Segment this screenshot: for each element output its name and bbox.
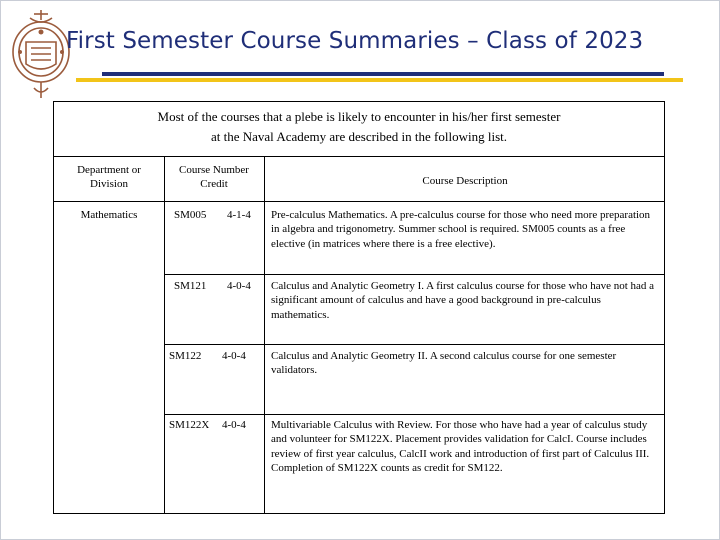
course-credit: 4-0-4 (222, 419, 246, 431)
page-title: First Semester Course Summaries – Class of 2023 (66, 28, 644, 54)
intro-line-1: Most of the courses that a plebe is likely to encounter in his/her first semester (157, 109, 561, 124)
header-course-description: Course Description (422, 175, 508, 187)
course-description: Calculus and Analytic Geometry II. A second calculus course for one semester validators. (271, 350, 617, 377)
course-credit: 4-0-4 (222, 350, 246, 362)
course-number: SM005 (174, 209, 207, 221)
course-number: SM121 (174, 280, 207, 292)
course-number: SM122 (169, 350, 202, 362)
course-description: Multivariable Calculus with Review. For those who have had a year of calculus study and volunteer for SM122X. Placement provides validation for CalcI. Course includes review of first year calculus, CalcII work and introduction of first part of Calculus III. Completion of SM122X counts as credit for SM122. (271, 419, 650, 474)
row-divider-2 (164, 344, 664, 345)
intro-box (53, 101, 665, 157)
header-department: Department or Division (77, 164, 141, 190)
course-number: SM122X (169, 419, 210, 431)
header-divider (54, 201, 664, 202)
title-rule-navy (102, 72, 664, 76)
course-description: Calculus and Analytic Geometry I. A first calculus course for those who have not had a significant amount of calculus and have a good background in pre-calculus mathematics. (271, 280, 655, 321)
title-rule-gold (76, 78, 683, 82)
row-divider-1 (164, 274, 664, 275)
row-divider-3 (164, 414, 664, 415)
intro-line-2: at the Naval Academy are described in the following list. (210, 129, 508, 144)
column-divider-2 (264, 157, 265, 513)
header-course-number: Course Number Credit (179, 164, 249, 190)
course-credit: 4-0-4 (227, 280, 251, 292)
course-table (53, 157, 665, 514)
department-name: Mathematics (80, 209, 138, 221)
course-description: Pre-calculus Mathematics. A pre-calculus course for those who need more preparation in algebra and trigonometry. Summer school is required. SM005 counts as a free elective (in matrices where there is a free elective). (271, 209, 651, 250)
course-credit: 4-1-4 (227, 209, 251, 221)
column-divider-1 (164, 157, 165, 513)
